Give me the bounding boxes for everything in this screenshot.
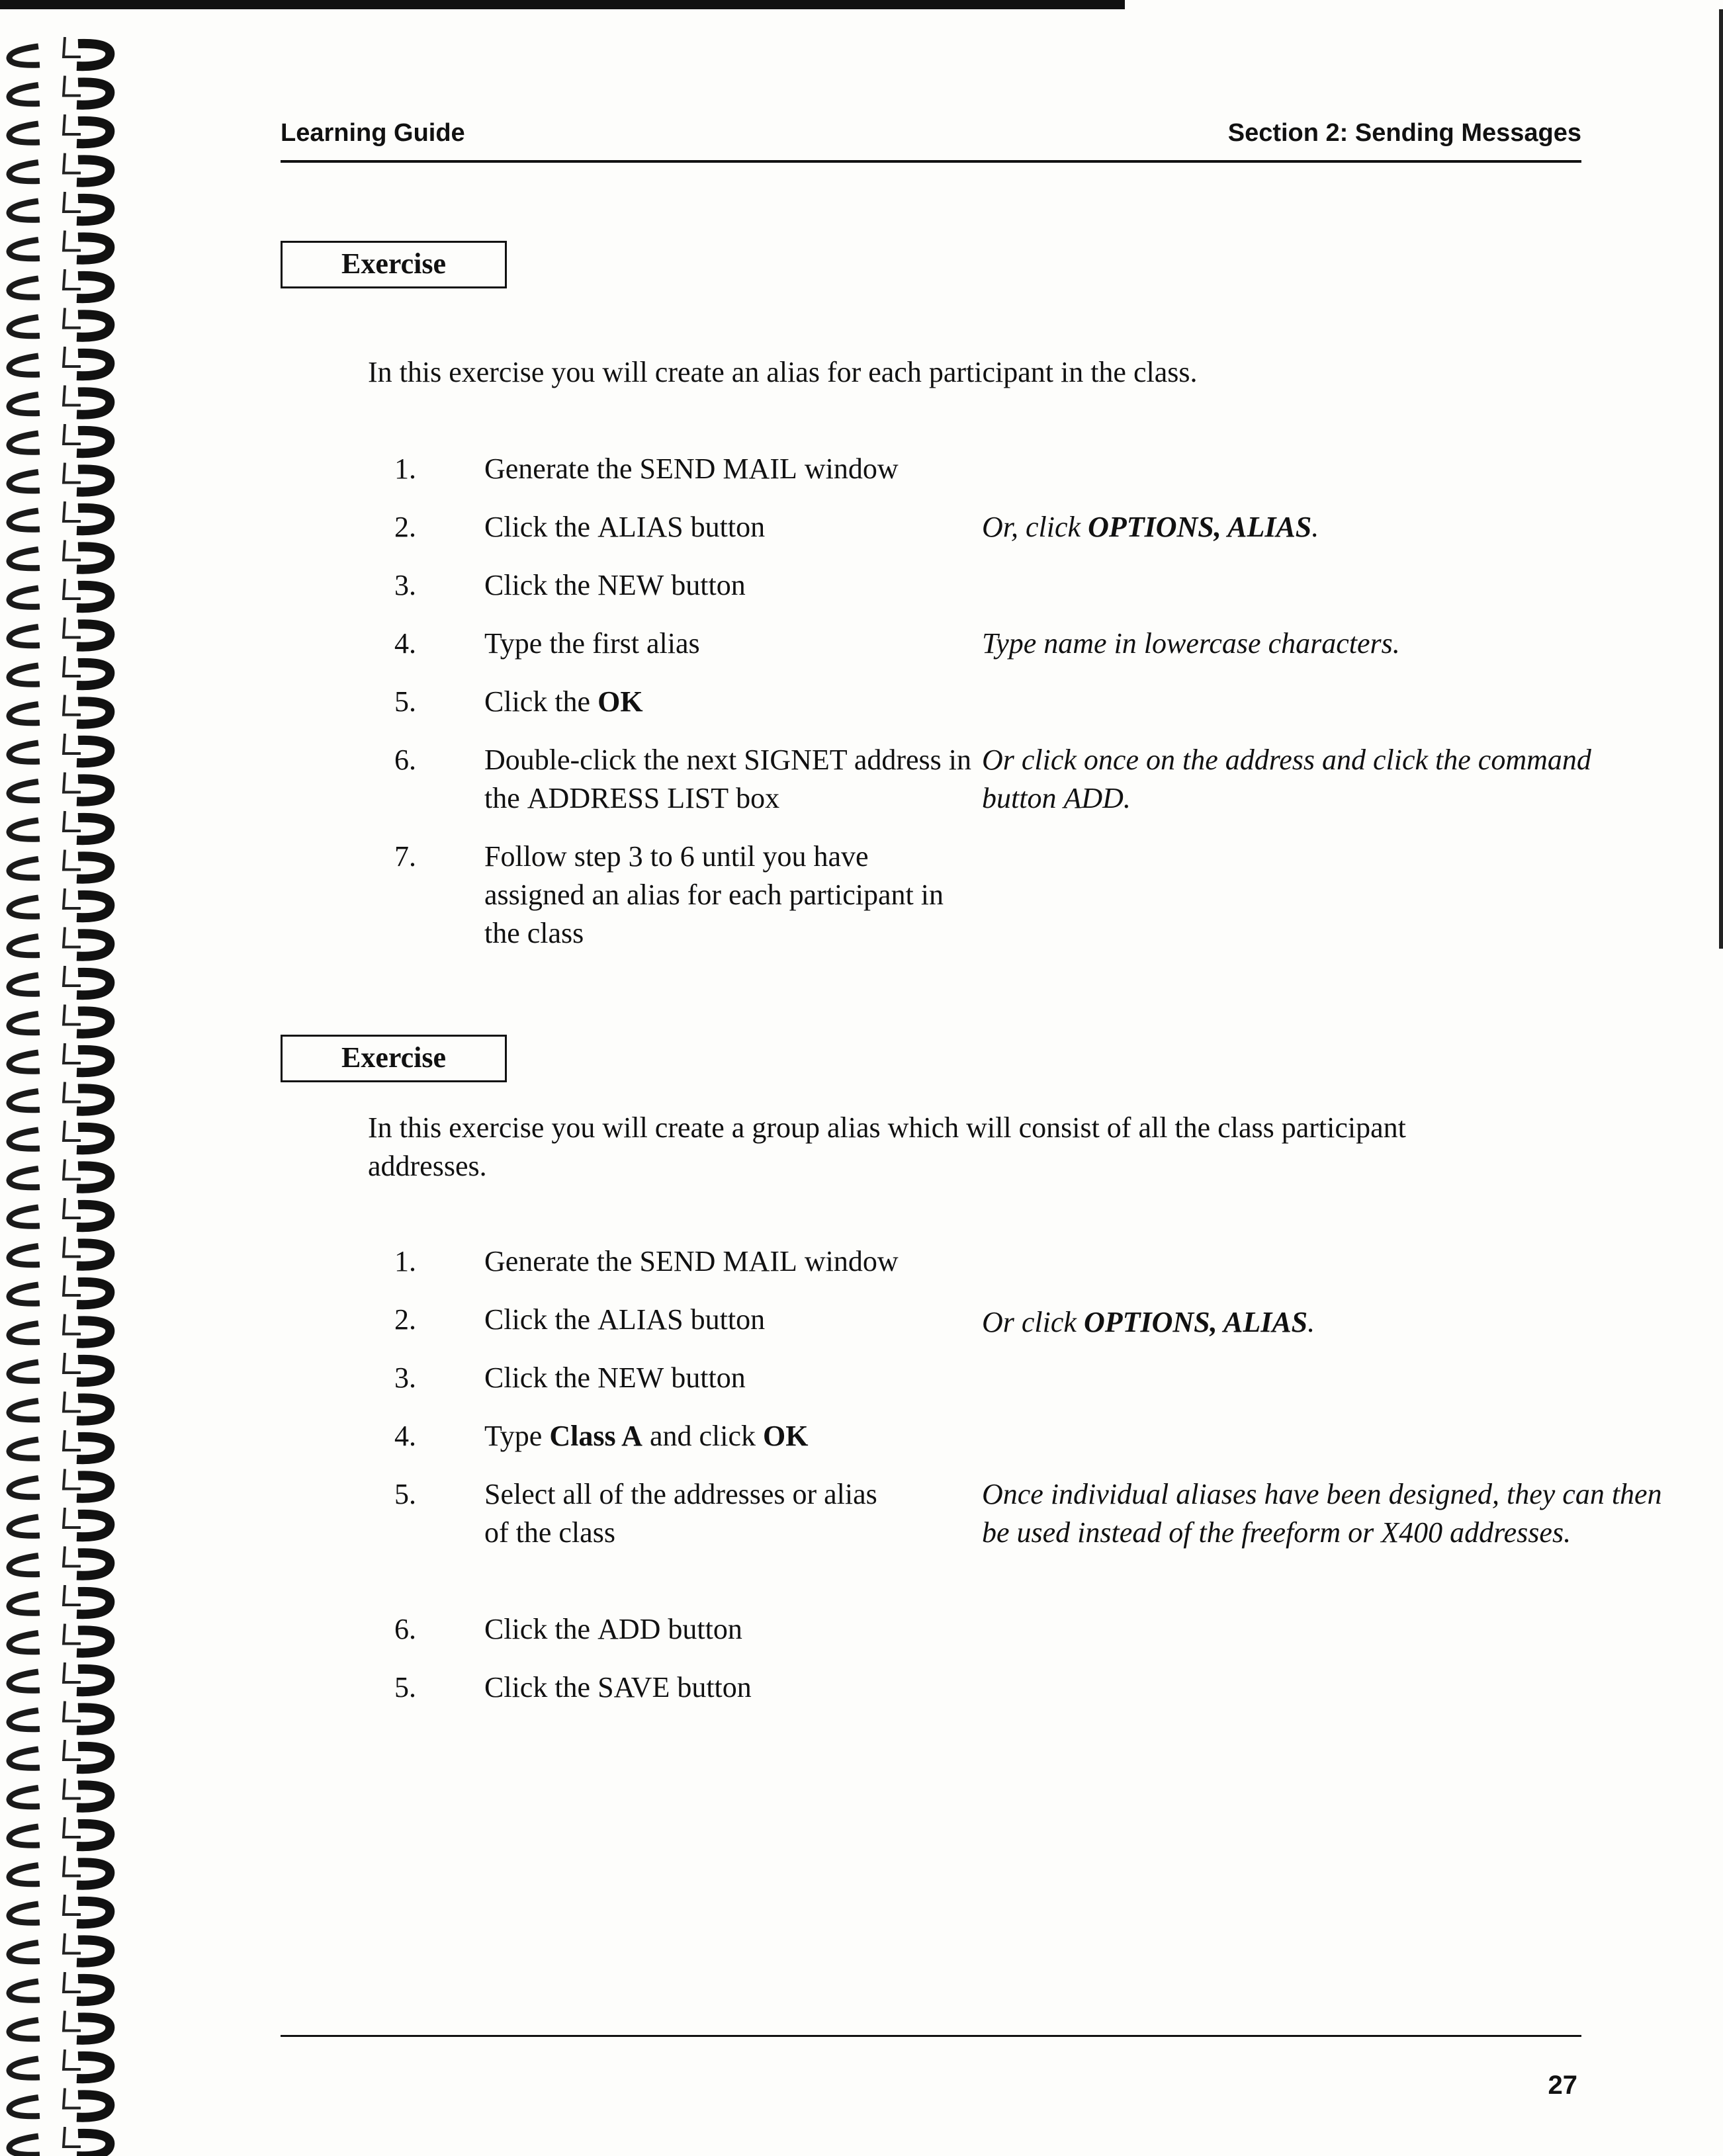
spiral-coil <box>9 1585 110 1614</box>
spiral-coil <box>9 1972 110 2001</box>
spiral-coil <box>9 1856 110 1885</box>
spiral-coil <box>9 1817 110 1846</box>
spiral-coil <box>9 1469 110 1498</box>
ex1-step-6-note: Or click once on the address and click the command button ADD. <box>982 744 1591 814</box>
spiral-coil <box>9 231 110 260</box>
step-text: Double-click the next SIGNET address in the ADDRESS LIST box <box>484 744 972 814</box>
spiral-coil <box>9 1198 110 1227</box>
spiral-coil <box>9 1779 110 1808</box>
spiral-coil <box>9 1895 110 1924</box>
spiral-coil <box>9 1237 110 1266</box>
spiral-coil <box>9 308 110 337</box>
step-number: 2. <box>394 511 416 543</box>
step-number: 5. <box>394 1671 416 1703</box>
step-text: Select all of the addresses or alias of the class <box>484 1478 877 1549</box>
spiral-coil <box>9 1043 110 1072</box>
spiral-coil <box>9 1082 110 1111</box>
spiral-coil <box>9 579 110 608</box>
spiral-coil <box>9 1430 110 1459</box>
spiral-coil <box>9 269 110 298</box>
footer-rule <box>281 2035 1581 2037</box>
header-rule <box>281 160 1581 163</box>
spiral-coil <box>9 386 110 415</box>
ex1-step-2-note: Or, click OPTIONS, ALIAS. <box>982 511 1319 543</box>
spiral-coil <box>9 850 110 879</box>
spiral-coil <box>9 192 110 221</box>
spiral-coil <box>9 37 110 66</box>
spiral-coil <box>9 734 110 763</box>
step-text: Click the NEW button <box>484 1361 746 1394</box>
step-number: 3. <box>394 569 416 601</box>
ex2-step-2-note: Or click OPTIONS, ALIAS. <box>982 1306 1315 1338</box>
step-number: 7. <box>394 840 416 873</box>
spiral-coil <box>9 1740 110 1769</box>
spiral-coil <box>9 618 110 647</box>
spiral-coil <box>9 966 110 995</box>
spiral-coil <box>9 2127 110 2156</box>
step-number: 1. <box>394 453 416 485</box>
step-text: Follow step 3 to 6 until you have assigned an alias for each participant in the class <box>484 840 944 949</box>
spiral-coil <box>9 1934 110 1963</box>
step-number: 4. <box>394 1420 416 1452</box>
spiral-binding <box>0 26 126 2156</box>
spiral-coil <box>9 153 110 183</box>
spiral-coil <box>9 927 110 957</box>
spiral-coil <box>9 540 110 570</box>
spiral-coil <box>9 1160 110 1189</box>
spiral-coil <box>9 773 110 802</box>
spiral-coil <box>9 1662 110 1692</box>
spiral-coil <box>9 1121 110 1150</box>
step-text: Click the ALIAS button <box>484 1303 766 1336</box>
step-number: 5. <box>394 1478 416 1510</box>
spiral-coil <box>9 114 110 144</box>
step-text: Generate the SEND MAIL window <box>484 1245 899 1277</box>
step-number: 2. <box>394 1303 416 1336</box>
spiral-coil <box>9 1353 110 1382</box>
spiral-coil <box>9 501 110 531</box>
spiral-coil <box>9 1508 110 1537</box>
spiral-coil <box>9 2089 110 2118</box>
step-text: Click the NEW button <box>484 569 746 601</box>
step-text: Type Class A and click OK <box>484 1420 809 1452</box>
exercise-1-label: Exercise <box>281 241 507 288</box>
spiral-coil <box>9 2011 110 2040</box>
page-number: 27 <box>1548 2071 1577 2100</box>
ex1-step-4-note: Type name in lowercase characters. <box>982 627 1400 660</box>
spiral-coil <box>9 695 110 724</box>
exercise-2-intro: In this exercise you will create a group alias which will consist of all the class participant addresses. <box>368 1111 1406 1182</box>
step-number: 4. <box>394 627 416 660</box>
spiral-coil <box>9 463 110 492</box>
header-section-title: Section 2: Sending Messages <box>1227 119 1581 147</box>
exercise-1-intro: In this exercise you will create an alias for each participant in the class. <box>368 356 1198 388</box>
spiral-coil <box>9 656 110 685</box>
step-text: Click the SAVE button <box>484 1671 752 1703</box>
spiral-coil <box>9 1275 110 1305</box>
step-text: Generate the SEND MAIL window <box>484 453 899 485</box>
exercise-2-label: Exercise <box>281 1035 507 1082</box>
scan-top-edge-fade <box>1125 0 1723 9</box>
spiral-coil <box>9 1392 110 1421</box>
spiral-coil <box>9 76 110 105</box>
spiral-coil <box>9 347 110 376</box>
step-text: Click the ALIAS button <box>484 511 766 543</box>
step-number: 1. <box>394 1245 416 1277</box>
step-text: Click the OK <box>484 685 643 718</box>
scan-right-edge <box>1719 9 1723 949</box>
spiral-coil <box>9 811 110 840</box>
ex2-step-5-note: Once individual aliases have been designed, they can then be used instead of the freeform or X400 addresses. <box>982 1478 1662 1549</box>
step-number: 5. <box>394 685 416 718</box>
spiral-coil <box>9 1624 110 1653</box>
spiral-coil <box>9 1702 110 1731</box>
spiral-coil <box>9 2049 110 2079</box>
spiral-coil <box>9 888 110 918</box>
spiral-coil <box>9 1315 110 1344</box>
step-text: Type the first alias <box>484 627 700 660</box>
header-learning-guide: Learning Guide <box>281 119 465 147</box>
spiral-coil <box>9 1005 110 1034</box>
spiral-coil <box>9 1547 110 1576</box>
step-text: Click the ADD button <box>484 1613 742 1645</box>
step-number: 3. <box>394 1361 416 1394</box>
spiral-coil <box>9 424 110 453</box>
step-number: 6. <box>394 744 416 776</box>
step-number: 6. <box>394 1613 416 1645</box>
